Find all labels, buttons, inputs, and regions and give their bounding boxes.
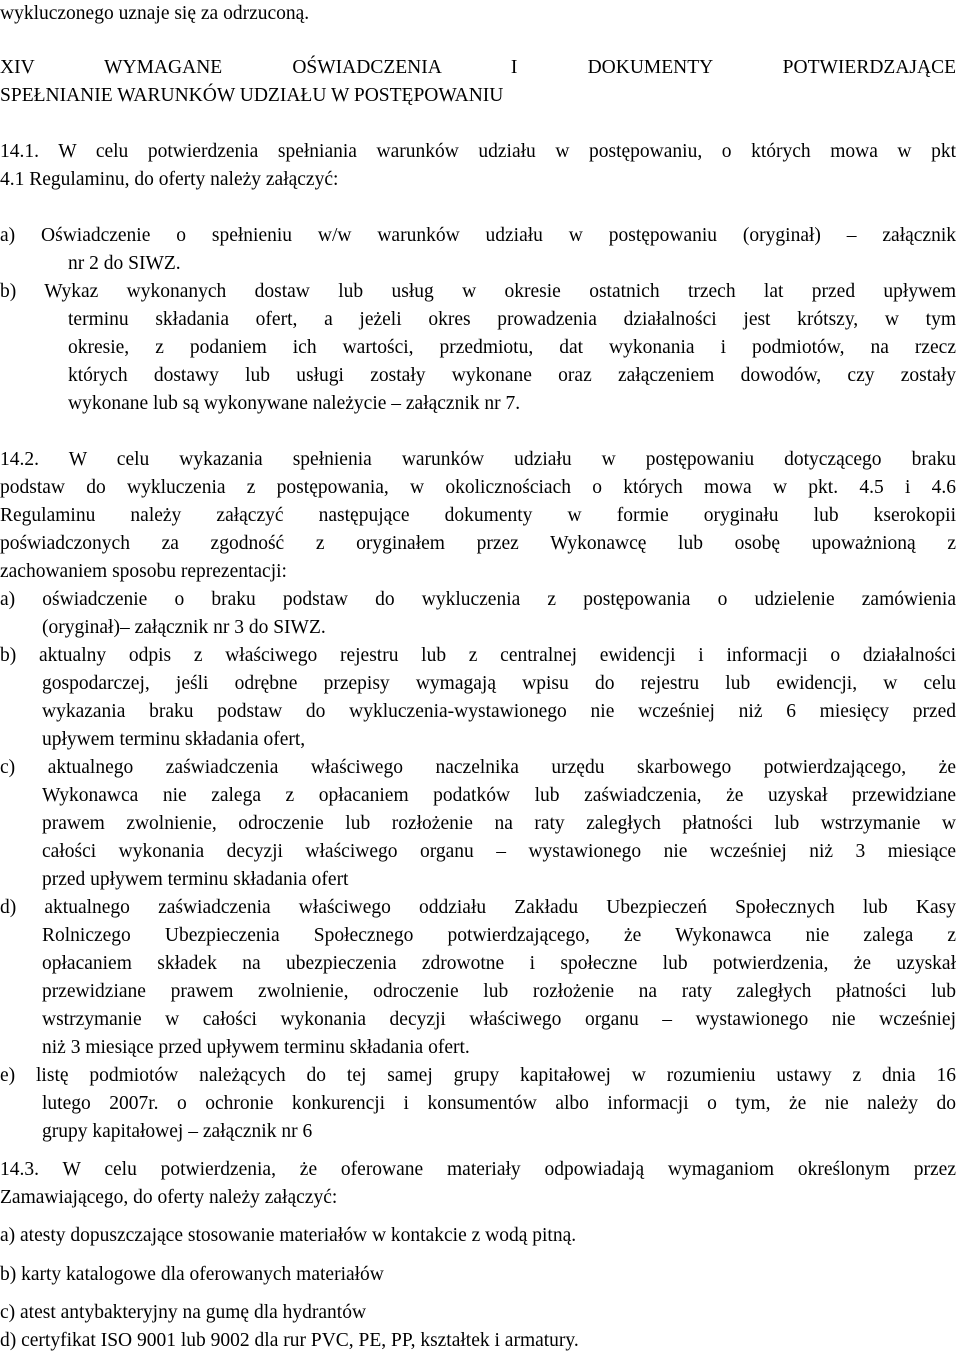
text-line: Rolniczego Ubezpieczenia Społecznego potwierdzającego, że Wykonawca nie zalega z xyxy=(42,925,956,946)
text-line: 14.3. W celu potwierdzenia, że oferowane materiały odpowiadają wymaganiom określonym przez xyxy=(0,1159,956,1180)
text-line: nr 2 do SIWZ. xyxy=(68,253,181,274)
text-line: gospodarczej, jeśli odrębne przepisy wymagają wpisu do rejestru lub ewidencji, w celu xyxy=(42,673,956,694)
text-line: niż 3 miesiące przed upływem terminu składania ofert. xyxy=(42,1037,470,1058)
text-line: Regulaminu należy załączyć następujące dokumenty w formie oryginału lub kserokopii xyxy=(0,505,956,526)
text-line: których dostawy lub usługi zostały wykonane oraz załączeniem dowodów, czy zostały xyxy=(68,365,956,386)
text-line: terminu składania ofert, a jeżeli okres prowadzenia działalności jest krótszy, w tym xyxy=(68,309,956,330)
text-line: wykonane lub są wykonywane należycie – załącznik nr 7. xyxy=(68,393,521,414)
text-line: a) Oświadczenie o spełnieniu w/w warunków udziału w postępowaniu (oryginał) – załącznik xyxy=(0,225,956,246)
text-line: d) aktualnego zaświadczenia właściwego oddziału Zakładu Ubezpieczeń Społecznych lub Kasy xyxy=(0,897,956,918)
text-line: b) aktualny odpis z właściwego rejestru lub z centralnej ewidencji i informacji o działalności xyxy=(0,645,956,666)
text-line: całości wykonania decyzji właściwego organu – wystawionego nie wcześniej niż 3 miesiące xyxy=(42,841,956,862)
text-line: c) atest antybakteryjny na gumę dla hydrantów xyxy=(0,1302,367,1323)
text-line: okresie, z podaniem ich wartości, przedmiotu, dat wykonania i podmiotów, na rzecz xyxy=(68,337,956,358)
text-line: przed upływem terminu składania ofert xyxy=(42,869,349,890)
text-line: d) certyfikat ISO 9001 lub 9002 dla rur PVC, PE, PP, kształtek i armatury. xyxy=(0,1330,579,1351)
text-line: 4.1 Regulaminu, do oferty należy załączyć: xyxy=(0,169,339,190)
text-line: e) listę podmiotów należących do tej samej grupy kapitałowej w rozumieniu ustawy z dnia 16 xyxy=(0,1065,956,1086)
text-line: SPEŁNIANIE WARUNKÓW UDZIAŁU W POSTĘPOWANIU xyxy=(0,85,504,106)
text-line: 14.2. W celu wykazania spełnienia warunków udziału w postępowaniu dotyczącego braku xyxy=(0,449,956,470)
text-line: Wykonawca nie zalega z opłacaniem podatków lub zaświadczenia, że uzyskał przewidziane xyxy=(42,785,956,806)
text-line: opłacaniem składek na ubezpieczenia zdrowotne i społeczne lub potwierdzenia, że uzyskał xyxy=(42,953,956,974)
text-line: przewidziane prawem zwolnienie, odroczenie lub rozłożenie na raty zaległych płatności lub xyxy=(42,981,956,1002)
text-line: podstaw do wykluczenia z postępowania, w okolicznościach o których mowa w pkt. 4.5 i 4.6 xyxy=(0,477,956,498)
text-line: (oryginał)– załącznik nr 3 do SIWZ. xyxy=(42,617,326,638)
text-line: poświadczonych za zgodność z oryginałem przez Wykonawcę lub osobę upoważnioną z xyxy=(0,533,956,554)
text-line: b) Wykaz wykonanych dostaw lub usług w okresie ostatnich trzech lat przed upływem xyxy=(0,281,956,302)
text-line: grupy kapitałowej – załącznik nr 6 xyxy=(42,1121,313,1142)
text-line: upływem terminu składania ofert, xyxy=(42,729,306,750)
text-line: zachowaniem sposobu reprezentacji: xyxy=(0,561,287,582)
text-line: a) atesty dopuszczające stosowanie materiałów w kontakcie z wodą pitną. xyxy=(0,1225,577,1246)
text-line: XIV WYMAGANE OŚWIADCZENIA I DOKUMENTY POTWIERDZAJĄCE xyxy=(0,57,956,78)
text-line: 14.1. W celu potwierdzenia spełniania warunków udziału w postępowaniu, o których mowa w pkt xyxy=(0,141,956,162)
text-line: Zamawiającego, do oferty należy załączyć: xyxy=(0,1187,338,1208)
text-line: lutego 2007r. o ochronie konkurencji i konsumentów albo informacji o tym, że nie należy do xyxy=(42,1093,956,1114)
text-line: wstrzymanie w całości wykonania decyzji właściwego organu – wystawionego nie wcześniej xyxy=(42,1009,956,1030)
text-line: prawem zwolnienie, odroczenie lub rozłożenie na raty zaległych płatności lub wstrzymanie w xyxy=(42,813,956,834)
text-line: a) oświadczenie o braku podstaw do wykluczenia z postępowania o udzielenie zamówienia xyxy=(0,589,956,610)
text-line: wykazania braku podstaw do wykluczenia-wystawionego nie wcześniej niż 6 miesięcy przed xyxy=(42,701,956,722)
text-line: c) aktualnego zaświadczenia właściwego naczelnika urzędu skarbowego potwierdzającego, że xyxy=(0,757,956,778)
text-line: b) karty katalogowe dla oferowanych materiałów xyxy=(0,1264,384,1285)
text-line: wykluczonego uznaje się za odrzuconą. xyxy=(0,3,310,24)
